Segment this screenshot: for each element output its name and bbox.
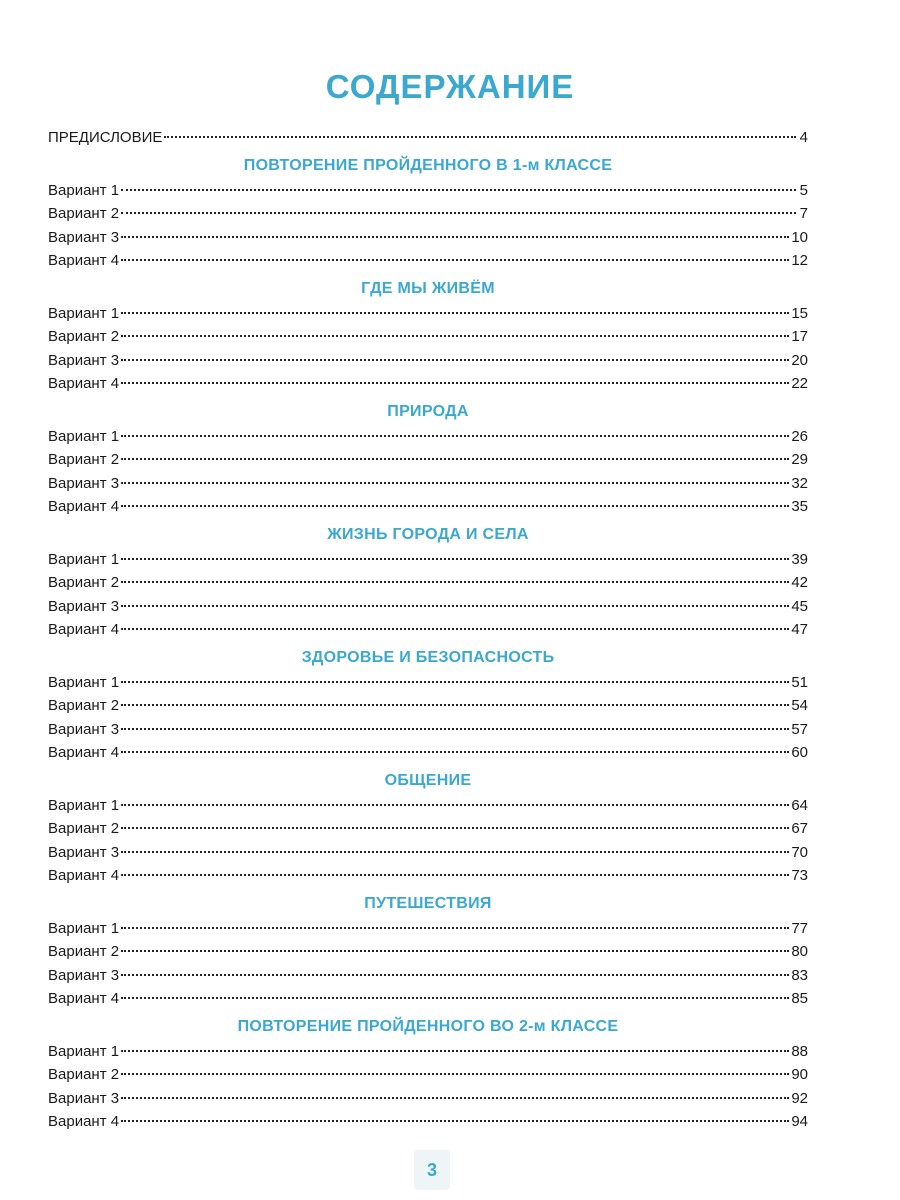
toc-entry-label: Вариант 3 <box>48 1089 120 1107</box>
dot-leader <box>121 681 789 683</box>
dot-leader <box>121 927 789 929</box>
dot-leader <box>121 382 789 384</box>
dot-leader <box>121 874 789 876</box>
toc-entry-page: 20 <box>791 351 808 369</box>
dot-leader <box>121 851 789 853</box>
toc-entry-page: 73 <box>791 867 808 884</box>
toc-entry-page: 32 <box>791 474 808 492</box>
toc-entry-page: 39 <box>791 550 808 568</box>
toc-entry-page: 67 <box>791 820 808 837</box>
toc-entry-page: 54 <box>791 697 808 714</box>
toc-entry[interactable] <box>48 1040 808 1064</box>
toc-entry-page: 45 <box>791 597 808 615</box>
toc-entry-label: Вариант 3 <box>48 843 120 861</box>
toc-entry[interactable] <box>48 249 808 273</box>
toc-entry-label: Вариант 1 <box>48 919 120 937</box>
toc-entry-page: 26 <box>791 427 808 445</box>
toc-entry-page: 10 <box>791 228 808 246</box>
dot-leader <box>121 1050 789 1052</box>
toc-entry[interactable] <box>48 917 808 941</box>
toc-entry-label: Вариант 3 <box>48 720 120 738</box>
dot-leader <box>121 804 789 806</box>
toc-entry-label: Вариант 2 <box>48 943 120 960</box>
toc-entry[interactable] <box>48 1087 808 1111</box>
dot-leader <box>121 359 789 361</box>
toc-entry-label: Вариант 4 <box>48 375 120 392</box>
section-heading: ПОВТОРЕНИЕ ПРОЙДЕННОГО ВО 2-м КЛАССЕ <box>237 1017 619 1035</box>
dot-leader <box>121 482 789 484</box>
dot-leader <box>121 435 789 437</box>
toc-entry-label: Вариант 3 <box>48 597 120 615</box>
section-heading: ПУТЕШЕСТВИЯ <box>364 894 492 912</box>
toc-entry-label: Вариант 3 <box>48 474 120 492</box>
toc-entry-page: 90 <box>791 1066 808 1083</box>
toc-entry-page: 17 <box>791 328 808 345</box>
dot-leader <box>164 136 796 138</box>
dot-leader <box>121 1097 789 1099</box>
section-heading: ЖИЗНЬ ГОРОДА И СЕЛА <box>327 525 529 543</box>
dot-leader <box>121 335 789 337</box>
dot-leader <box>121 605 789 607</box>
dot-leader <box>121 704 789 706</box>
dot-leader <box>121 974 789 976</box>
toc-entry[interactable] <box>48 472 808 496</box>
toc-entry-page: 12 <box>791 252 808 269</box>
toc-entry-label: Вариант 1 <box>48 796 120 814</box>
toc-entry[interactable] <box>48 794 808 818</box>
toc-entry-page: 35 <box>791 498 808 515</box>
toc-entry-page: 83 <box>791 966 808 984</box>
toc-entry[interactable] <box>48 595 808 619</box>
toc-entry-page: 47 <box>791 621 808 638</box>
toc-entry-page: 94 <box>791 1113 808 1130</box>
dot-leader <box>121 558 789 560</box>
section-heading: ЗДОРОВЬЕ И БЕЗОПАСНОСТЬ <box>301 648 555 666</box>
table-of-contents <box>48 126 808 1134</box>
toc-entry[interactable] <box>48 349 808 373</box>
toc-entry-label: Вариант 1 <box>48 1042 120 1060</box>
toc-entry-page: 29 <box>791 451 808 468</box>
toc-entry-page: 85 <box>791 990 808 1007</box>
toc-entry[interactable] <box>48 864 808 888</box>
toc-entry-label: Вариант 1 <box>48 673 120 691</box>
section-heading: ГДЕ МЫ ЖИВЁМ <box>361 279 495 297</box>
toc-entry-label: Вариант 4 <box>48 498 120 515</box>
page-number: 3 <box>414 1150 450 1190</box>
toc-entry-label: Вариант 3 <box>48 966 120 984</box>
toc-entry-label: Вариант 1 <box>48 304 120 322</box>
toc-entry[interactable] <box>48 618 808 642</box>
toc-entry-label: Вариант 4 <box>48 744 120 761</box>
toc-entry[interactable] <box>48 987 808 1011</box>
dot-leader <box>121 728 789 730</box>
section-heading: ОБЩЕНИЕ <box>384 771 472 789</box>
toc-entry[interactable] <box>48 372 808 396</box>
dot-leader <box>121 827 789 829</box>
toc-entry-label: Вариант 4 <box>48 867 120 884</box>
toc-entry[interactable] <box>48 964 808 988</box>
toc-entry-label: Вариант 4 <box>48 990 120 1007</box>
dot-leader <box>121 751 789 753</box>
toc-entry[interactable] <box>48 548 808 572</box>
toc-entry[interactable] <box>48 1063 808 1087</box>
toc-entry-label: Вариант 3 <box>48 351 120 369</box>
dot-leader <box>121 581 789 583</box>
toc-entry[interactable] <box>48 226 808 250</box>
toc-entry-label: Вариант 2 <box>48 205 120 222</box>
toc-entry-label: Вариант 2 <box>48 451 120 468</box>
toc-entry-page: 57 <box>791 720 808 738</box>
toc-entry[interactable] <box>48 1110 808 1134</box>
dot-leader <box>121 236 789 238</box>
toc-entry-preface[interactable] <box>48 126 808 150</box>
toc-entry-label: Вариант 2 <box>48 697 120 714</box>
section-heading: ПОВТОРЕНИЕ ПРОЙДЕННОГО В 1-м КЛАССЕ <box>243 156 613 174</box>
toc-entry-page: 7 <box>799 205 808 222</box>
toc-entry-label: Вариант 4 <box>48 252 120 269</box>
toc-entry-label: Вариант 2 <box>48 574 120 591</box>
toc-entry-label: ПРЕДИСЛОВИЕ <box>48 129 163 146</box>
dot-leader <box>121 997 789 999</box>
toc-entry-label: Вариант 1 <box>48 427 120 445</box>
toc-entry[interactable] <box>48 741 808 765</box>
section-heading: ПРИРОДА <box>387 402 469 420</box>
toc-entry-label: Вариант 3 <box>48 228 120 246</box>
toc-entry-page: 60 <box>791 744 808 761</box>
toc-entry[interactable] <box>48 302 808 326</box>
toc-entry[interactable] <box>48 671 808 695</box>
toc-entry-label: Вариант 2 <box>48 328 120 345</box>
dot-leader <box>121 458 789 460</box>
toc-entry-page: 51 <box>791 673 808 691</box>
toc-entry[interactable] <box>48 718 808 742</box>
dot-leader <box>121 1120 789 1122</box>
dot-leader <box>121 1073 789 1075</box>
toc-entry-label: Вариант 1 <box>48 550 120 568</box>
toc-entry-page: 15 <box>791 304 808 322</box>
toc-entry[interactable] <box>48 841 808 865</box>
dot-leader <box>121 212 796 214</box>
dot-leader <box>121 189 796 191</box>
dot-leader <box>121 505 789 507</box>
toc-entry[interactable] <box>48 495 808 519</box>
toc-entry-page: 42 <box>791 574 808 591</box>
toc-entry-page: 92 <box>791 1089 808 1107</box>
toc-entry-label: Вариант 4 <box>48 621 120 638</box>
page-title: СОДЕРЖАНИЕ <box>325 68 575 105</box>
toc-entry[interactable] <box>48 448 808 472</box>
toc-entry[interactable] <box>48 425 808 449</box>
toc-entry[interactable] <box>48 179 808 203</box>
toc-entry-page: 64 <box>791 796 808 814</box>
toc-entry-label: Вариант 2 <box>48 1066 120 1083</box>
toc-entry[interactable] <box>48 571 808 595</box>
toc-entry-label: Вариант 1 <box>48 181 120 199</box>
dot-leader <box>121 628 789 630</box>
toc-entry-page: 80 <box>791 943 808 960</box>
dot-leader <box>121 950 789 952</box>
toc-entry-label: Вариант 4 <box>48 1113 120 1130</box>
toc-entry-page: 77 <box>791 919 808 937</box>
toc-entry-page: 88 <box>791 1042 808 1060</box>
toc-entry[interactable] <box>48 694 808 718</box>
toc-entry-page: 5 <box>799 181 808 199</box>
toc-entry[interactable] <box>48 817 808 841</box>
dot-leader <box>121 259 789 261</box>
toc-entry-label: Вариант 2 <box>48 820 120 837</box>
toc-entry-page: 22 <box>791 375 808 392</box>
toc-entry[interactable] <box>48 325 808 349</box>
dot-leader <box>121 312 789 314</box>
toc-entry-page: 4 <box>799 129 808 146</box>
toc-entry-page: 70 <box>791 843 808 861</box>
toc-entry[interactable] <box>48 940 808 964</box>
toc-entry[interactable] <box>48 202 808 226</box>
